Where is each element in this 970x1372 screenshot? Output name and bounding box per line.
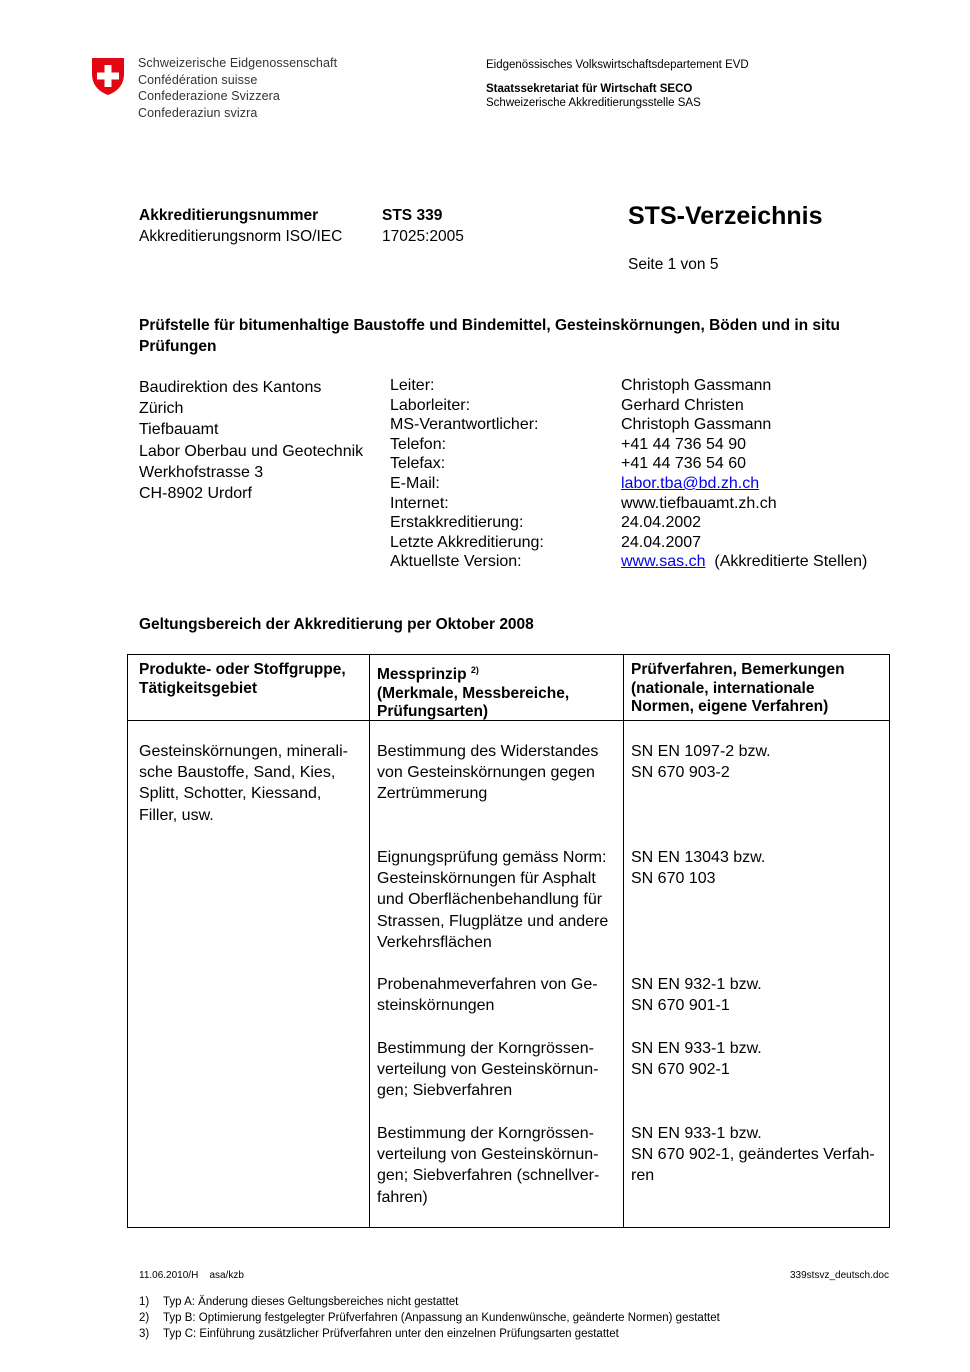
accreditation-values bbox=[382, 205, 464, 247]
header-line: Messprinzip bbox=[377, 666, 467, 683]
cell-line: SN EN 13043 bzw. bbox=[631, 849, 766, 866]
lab-heading: Prüfstelle für bitumenhaltige Baustoffe und Bindemittel, Gesteinskörnungen, Böden und in situ Prüfungen bbox=[139, 317, 840, 355]
letzte-akkreditierung-label: Letzte Akkreditierung: bbox=[390, 533, 544, 551]
contact-values bbox=[621, 376, 867, 572]
internet-value: www.tiefbauamt.zh.ch bbox=[621, 494, 777, 512]
norm-cell bbox=[631, 1123, 875, 1187]
erstakkreditierung-label: Erstakkreditierung: bbox=[390, 514, 524, 532]
table-divider bbox=[623, 654, 624, 1228]
footnote-ref: 2) bbox=[470, 665, 479, 675]
cell-line: SN 670 902-1 bbox=[631, 1061, 730, 1079]
norm-cell bbox=[631, 847, 765, 889]
address-block bbox=[139, 377, 363, 504]
wordmark-line: Confédération suisse bbox=[138, 72, 258, 87]
cell-line: ren bbox=[631, 1167, 655, 1185]
header-line: Normen, eigene Verfahren) bbox=[631, 698, 829, 715]
ms-value: Christoph Gassmann bbox=[621, 416, 772, 434]
swiss-cross-shield-icon bbox=[90, 56, 126, 96]
leiter-label: Leiter: bbox=[390, 377, 435, 394]
erstakkreditierung-value: 24.04.2002 bbox=[621, 514, 702, 532]
telefax-value: +41 44 736 54 60 bbox=[621, 455, 747, 473]
ms-label: MS-Verantwortlicher: bbox=[390, 416, 539, 434]
method-cell bbox=[377, 847, 608, 953]
norm-cell bbox=[631, 741, 771, 783]
method-cell bbox=[377, 974, 598, 1016]
cell-line: Gesteinskörnungen für Asphalt bbox=[377, 870, 596, 888]
email-label: E-Mail: bbox=[390, 474, 440, 492]
cell-line: von Gesteinskörnungen gegen bbox=[377, 764, 595, 782]
col1-header bbox=[139, 661, 346, 698]
wordmark-line: Confederazione Svizzera bbox=[138, 89, 280, 104]
footnote-text: Typ C: Einführung zusätzlicher Prüfverfahren unter den einzelnen Prüfungsarten gestattet bbox=[163, 1328, 619, 1340]
accreditation-service-name: Schweizerische Akkreditierungsstelle SAS bbox=[486, 97, 701, 109]
cell-line: Bestimmung des Widerstandes bbox=[377, 743, 599, 760]
cell-line: SN EN 933-1 bzw. bbox=[631, 1040, 762, 1057]
cell-line: Zertrümmerung bbox=[377, 785, 488, 803]
wordmark-line: Confederaziun svizra bbox=[138, 105, 258, 120]
cell-line: Filler, usw. bbox=[139, 806, 214, 824]
norm-cell bbox=[631, 1038, 762, 1080]
cell-line: Eignungsprüfung gemäss Norm: bbox=[377, 849, 607, 866]
footer-filename: 339stsvz_deutsch.doc bbox=[790, 1270, 889, 1281]
accreditation-norm-value: 17025:2005 bbox=[382, 228, 464, 245]
method-cell bbox=[377, 741, 598, 805]
method-cell bbox=[377, 1123, 599, 1208]
email-link[interactable]: labor.tba@bd.zh.ch bbox=[621, 474, 760, 492]
header-line: Produkte- oder Stoffgruppe, bbox=[139, 661, 346, 678]
footnote-text: Typ B: Optimierung festgelegter Prüfverfahren (Anpassung an Kundenwünsche, geänderte Normen) gestattet bbox=[163, 1312, 720, 1324]
header-line: Tätigkeitsgebiet bbox=[139, 679, 257, 697]
cell-line: und Oberflächenbehandlung für bbox=[377, 891, 603, 909]
accreditation-labels bbox=[139, 205, 342, 247]
cell-line: Bestimmung der Korngrössen- bbox=[377, 1125, 594, 1142]
cell-line: gen; Siebverfahren (schnellver- bbox=[377, 1167, 600, 1185]
footnote-text: Typ A: Änderung dieses Geltungsbereiches nicht gestattet bbox=[163, 1296, 459, 1308]
document-title: STS-Verzeichnis bbox=[628, 202, 823, 230]
header-line: (nationale, internationale bbox=[631, 679, 815, 697]
laborleiter-label: Laborleiter: bbox=[390, 396, 471, 414]
confederation-wordmark bbox=[138, 55, 337, 121]
department-block bbox=[486, 58, 749, 110]
address-line: Labor Oberbau und Geotechnik bbox=[139, 442, 364, 460]
cell-line: SN 670 103 bbox=[631, 870, 716, 888]
leiter-value: Christoph Gassmann bbox=[621, 377, 772, 394]
header-line: Prüfungsarten) bbox=[377, 703, 489, 720]
cell-line: Bestimmung der Korngrössen- bbox=[377, 1040, 594, 1057]
col2-header bbox=[377, 661, 569, 722]
address-line: CH-8902 Urdorf bbox=[139, 485, 252, 503]
cell-line: SN 670 902-1, geändertes Verfah- bbox=[631, 1146, 875, 1164]
accreditation-norm-label: Akkreditierungsnorm ISO/IEC bbox=[139, 228, 343, 245]
footer-author: asa/kzb bbox=[209, 1270, 244, 1281]
address-line: Zürich bbox=[139, 400, 184, 418]
cell-line: Strassen, Flugplätze und andere bbox=[377, 912, 609, 930]
address-line: Baudirektion des Kantons bbox=[139, 379, 322, 396]
address-line: Werkhofstrasse 3 bbox=[139, 463, 264, 481]
cell-line: Probenahmeverfahren von Ge- bbox=[377, 976, 598, 993]
table-divider bbox=[369, 654, 370, 1228]
wordmark-line: Schweizerische Eidgenossenschaft bbox=[138, 56, 338, 70]
laborleiter-value: Gerhard Christen bbox=[621, 396, 744, 414]
sas-link[interactable]: www.sas.ch bbox=[621, 553, 706, 571]
cell-line: Splitt, Schotter, Kiessand, bbox=[139, 785, 322, 803]
telefon-label: Telefon: bbox=[390, 435, 447, 453]
scope-heading: Geltungsbereich der Akkreditierung per Oktober 2008 bbox=[139, 616, 534, 633]
header-line: Prüfverfahren, Bemerkungen bbox=[631, 661, 845, 678]
footer-date: 11.06.2010/H bbox=[139, 1270, 199, 1281]
address-line: Tiefbauamt bbox=[139, 421, 219, 439]
cell-line: Verkehrsflächen bbox=[377, 933, 492, 951]
version-note: (Akkreditierte Stellen) bbox=[714, 553, 868, 571]
cell-line: fahren) bbox=[377, 1188, 428, 1206]
footnotes bbox=[139, 1294, 720, 1342]
cell-line: verteilung von Gesteinskörnun- bbox=[377, 1146, 599, 1164]
telefax-label: Telefax: bbox=[390, 455, 446, 473]
accreditation-number-value: STS 339 bbox=[382, 207, 443, 224]
method-cell bbox=[377, 1038, 598, 1102]
header-line: (Merkmale, Messbereiche, bbox=[377, 684, 570, 702]
cell-line: steinskörnungen bbox=[377, 997, 495, 1015]
telefon-value: +41 44 736 54 90 bbox=[621, 435, 747, 453]
page-number: Seite 1 von 5 bbox=[628, 256, 719, 273]
cell-line: SN 670 901-1 bbox=[631, 997, 730, 1015]
secretariat-name: Staatssekretariat für Wirtschaft SECO bbox=[486, 83, 693, 95]
cell-line: gen; Siebverfahren bbox=[377, 1082, 513, 1100]
footnote-number: 1) bbox=[139, 1296, 150, 1308]
cell-line: sche Baustoffe, Sand, Kies, bbox=[139, 764, 336, 782]
footnote-number: 2) bbox=[139, 1312, 150, 1324]
product-group-cell bbox=[139, 741, 348, 826]
cell-line: SN EN 932-1 bzw. bbox=[631, 976, 762, 993]
cell-line: SN EN 1097-2 bzw. bbox=[631, 743, 771, 760]
norm-cell bbox=[631, 974, 762, 1016]
version-label: Aktuellste Version: bbox=[390, 553, 522, 571]
footer-left bbox=[139, 1270, 244, 1281]
contact-labels bbox=[390, 376, 544, 572]
cell-line: verteilung von Gesteinskörnun- bbox=[377, 1061, 599, 1079]
footnote bbox=[139, 1310, 720, 1326]
cell-line: SN EN 933-1 bzw. bbox=[631, 1125, 762, 1142]
cell-line: SN 670 903-2 bbox=[631, 764, 730, 782]
letzte-akkreditierung-value: 24.04.2007 bbox=[621, 533, 702, 551]
footnote bbox=[139, 1326, 720, 1342]
footnote bbox=[139, 1294, 720, 1310]
footnote-number: 3) bbox=[139, 1328, 150, 1340]
cell-line: Gesteinskörnungen, minerali- bbox=[139, 743, 348, 760]
accreditation-number-label: Akkreditierungsnummer bbox=[139, 207, 319, 224]
internet-label: Internet: bbox=[390, 494, 449, 512]
department-name: Eidgenössisches Volkswirtschaftsdepartement EVD bbox=[486, 59, 749, 71]
col3-header bbox=[631, 661, 845, 717]
